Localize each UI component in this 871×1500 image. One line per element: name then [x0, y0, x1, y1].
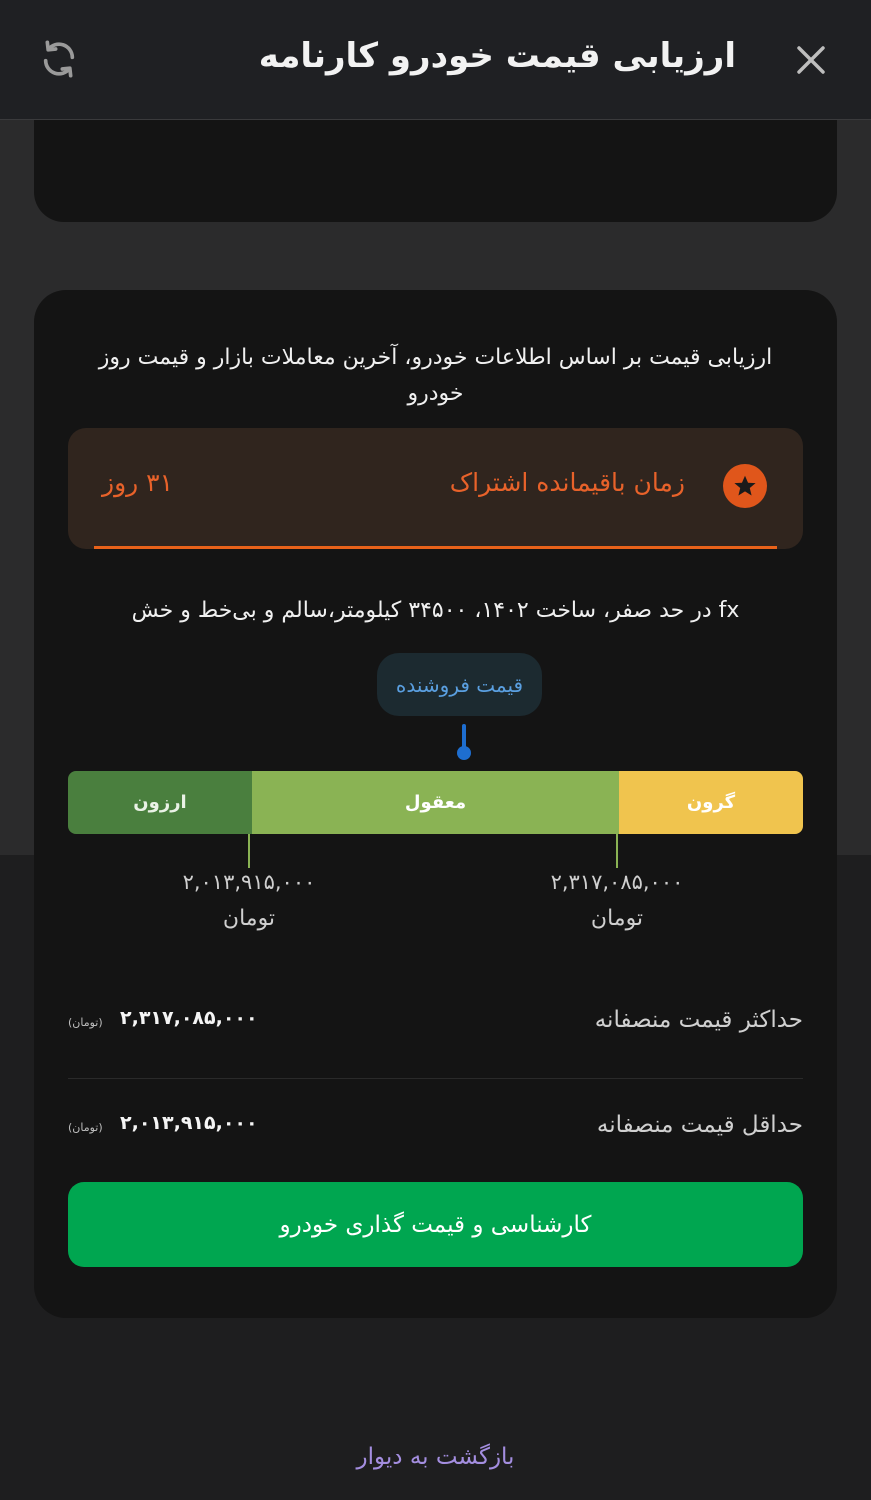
subscription-label: زمان باقیمانده اشتراک	[449, 468, 685, 497]
high-price-unit: تومان	[590, 906, 644, 931]
bar-segment-cheap: ارزون	[68, 771, 252, 834]
car-description: fx در حد صفر، ساخت ۱۴۰۲، ۳۴۵۰۰ کیلومتر،سالم و بی‌خط و خش	[131, 598, 740, 623]
subscription-days: ۳۱ روز	[102, 468, 174, 497]
low-price-value: ۲,۰۱۳,۹۱۵,۰۰۰	[182, 870, 316, 894]
bar-segment-expensive: گرون	[619, 771, 803, 834]
seller-price-marker	[457, 746, 471, 760]
refresh-button[interactable]	[36, 36, 82, 82]
header	[0, 0, 871, 120]
max-fair-price-label: حداکثر قیمت منصفانه	[594, 1007, 803, 1033]
price-range-bar	[68, 771, 803, 834]
seller-price-tag: قیمت فروشنده	[377, 653, 542, 716]
refresh-icon	[39, 39, 79, 79]
subscription-box	[68, 428, 803, 549]
max-fair-price-row	[68, 993, 803, 1053]
low-price-tick	[248, 834, 250, 868]
back-to-divar-link[interactable]: بازگشت به دیوار	[356, 1444, 515, 1470]
low-price-unit: تومان	[222, 906, 276, 931]
min-fair-price-value: ۲,۰۱۳,۹۱۵,۰۰۰	[120, 1112, 258, 1134]
high-price-tick	[616, 834, 618, 868]
appraisal-button[interactable]: کارشناسی و قیمت گذاری خودرو	[68, 1182, 803, 1267]
min-fair-price-unit: (تومان)	[68, 1121, 103, 1134]
page-title: ارزیابی قیمت خودرو کارنامه	[258, 36, 736, 76]
price-evaluation-card	[34, 290, 837, 1318]
star-icon	[723, 464, 767, 508]
divider	[68, 1078, 803, 1079]
min-fair-price-row	[68, 1098, 803, 1158]
high-price-value: ۲,۳۱۷,۰۸۵,۰۰۰	[550, 870, 684, 894]
subscription-underline	[94, 546, 777, 549]
intro-text: ارزیابی قیمت بر اساس اطلاعات خودرو، آخرین معاملات بازار و قیمت روز خودرو	[98, 345, 773, 406]
bar-segment-fair: معقول	[252, 771, 619, 834]
close-button[interactable]	[791, 40, 831, 80]
max-fair-price-unit: (تومان)	[68, 1016, 103, 1029]
max-fair-price-value: ۲,۳۱۷,۰۸۵,۰۰۰	[120, 1007, 258, 1029]
close-icon	[795, 44, 827, 76]
min-fair-price-label: حداقل قیمت منصفانه	[596, 1112, 803, 1138]
